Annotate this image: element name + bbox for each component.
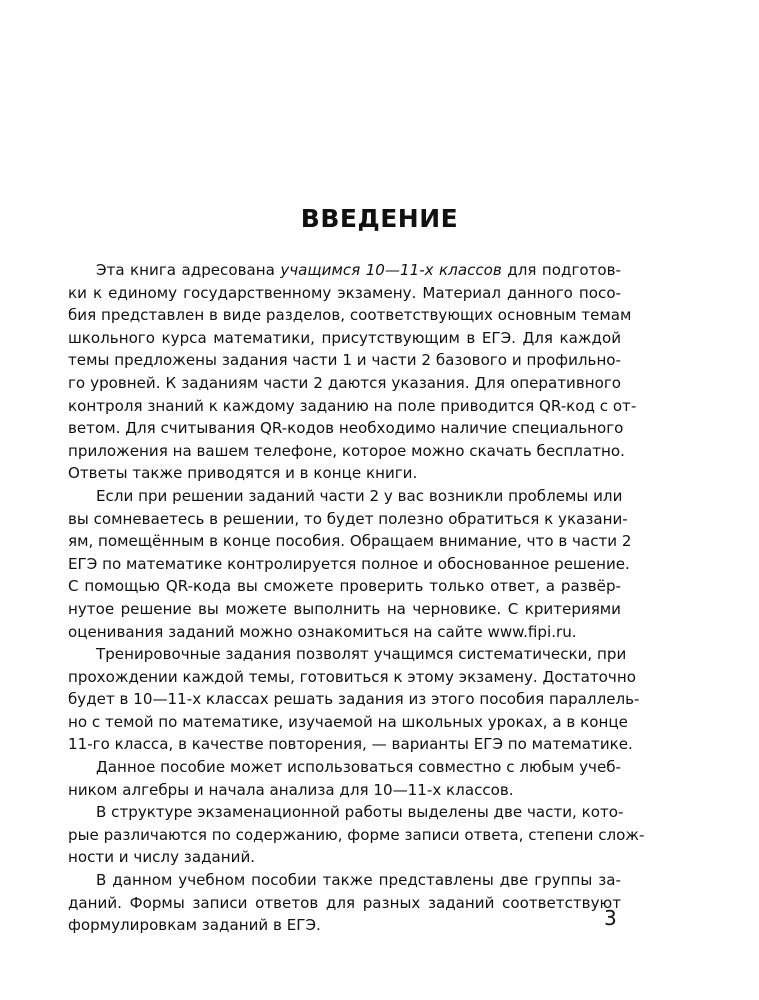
text-line: В структуре экзаменационной работы выделены две части, кото- bbox=[96, 803, 624, 822]
page-number: 3 bbox=[604, 906, 617, 930]
text-line: бия представлен в виде разделов, соответствующих основным темам bbox=[68, 306, 632, 325]
text-line: вы сомневаетесь в решении, то будет полезно обратиться к указани- bbox=[68, 509, 628, 528]
text-line: нутое решение вы можете выполнить на черновике. С критериями bbox=[68, 599, 621, 618]
text-segment: для подготов- bbox=[501, 261, 621, 279]
page-title: ВВЕДЕНИЕ bbox=[300, 204, 459, 233]
paragraph-3 bbox=[68, 643, 640, 756]
text-line: но с темой по математике, изучаемой на школьных уроках, а в конце bbox=[68, 712, 628, 731]
body-text bbox=[68, 259, 645, 937]
text-line: Ответы также приводятся и в конце книги. bbox=[68, 464, 418, 483]
text-line: ветом. Для считывания QR-кодов необходимо наличие специального bbox=[68, 419, 624, 438]
text-line: Тренировочные задания позволят учащимся систематически, при bbox=[96, 645, 627, 664]
text-line: ности и числу заданий. bbox=[68, 848, 256, 867]
text-line: формулировкам заданий в ЕГЭ. bbox=[68, 916, 321, 935]
paragraph-4 bbox=[68, 756, 621, 801]
text-line: ям, помещённым в конце пособия. Обращаем внимание, что в части 2 bbox=[68, 532, 632, 551]
paragraph-6 bbox=[68, 869, 621, 937]
text-line: 11-го класса, в качестве повторения, — варианты ЕГЭ по математике. bbox=[68, 735, 633, 754]
text-line: С помощью QR-кода вы сможете проверить только ответ, а развёр- bbox=[68, 577, 621, 596]
text-line: ЕГЭ по математике контролируется полное и обоснованное решение. bbox=[68, 554, 630, 573]
emphasis-text: учащимся 10—11-х классов bbox=[280, 261, 502, 279]
text-segment: Эта книга адресована bbox=[96, 261, 281, 279]
text-line: школьного курса математики, присутствующим в ЕГЭ. Для каждой bbox=[68, 328, 621, 347]
text-line: ки к единому государственному экзамену. Материал данного посо- bbox=[68, 283, 621, 302]
text-line: Если при решении заданий части 2 у вас возникли проблемы или bbox=[96, 486, 623, 505]
paragraph-1 bbox=[68, 259, 637, 485]
text-line: контроля знаний к каждому заданию на поле приводится QR-код с от- bbox=[68, 396, 637, 415]
text-line: приложения на вашем телефоне, которое можно скачать бесплатно. bbox=[68, 441, 625, 460]
paragraph-5 bbox=[68, 801, 645, 869]
text-line: будет в 10—11-х классах решать задания из этого пособия параллель- bbox=[68, 690, 640, 709]
text-line: В данном учебном пособии также представлены две группы за- bbox=[96, 871, 621, 890]
text-line bbox=[68, 259, 621, 282]
text-line: ником алгебры и начала анализа для 10—11-х классов. bbox=[68, 780, 514, 799]
text-line: рые различаются по содержанию, форме записи ответа, степени слож- bbox=[68, 825, 645, 844]
text-line: оценивания заданий можно ознакомиться на сайте www.fipi.ru. bbox=[68, 622, 577, 641]
text-line: даний. Формы записи ответов для разных заданий соответствуют bbox=[68, 893, 621, 912]
text-line: темы предложены задания части 1 и части 2 базового и профильно- bbox=[68, 351, 621, 370]
text-line: го уровней. К заданиям части 2 даются указания. Для оперативного bbox=[68, 373, 621, 392]
paragraph-2 bbox=[68, 485, 632, 643]
text-line: Данное пособие может использоваться совместно с любым учеб- bbox=[96, 758, 621, 777]
text-line: прохождении каждой темы, готовиться к этому экзамену. Достаточно bbox=[68, 667, 636, 686]
